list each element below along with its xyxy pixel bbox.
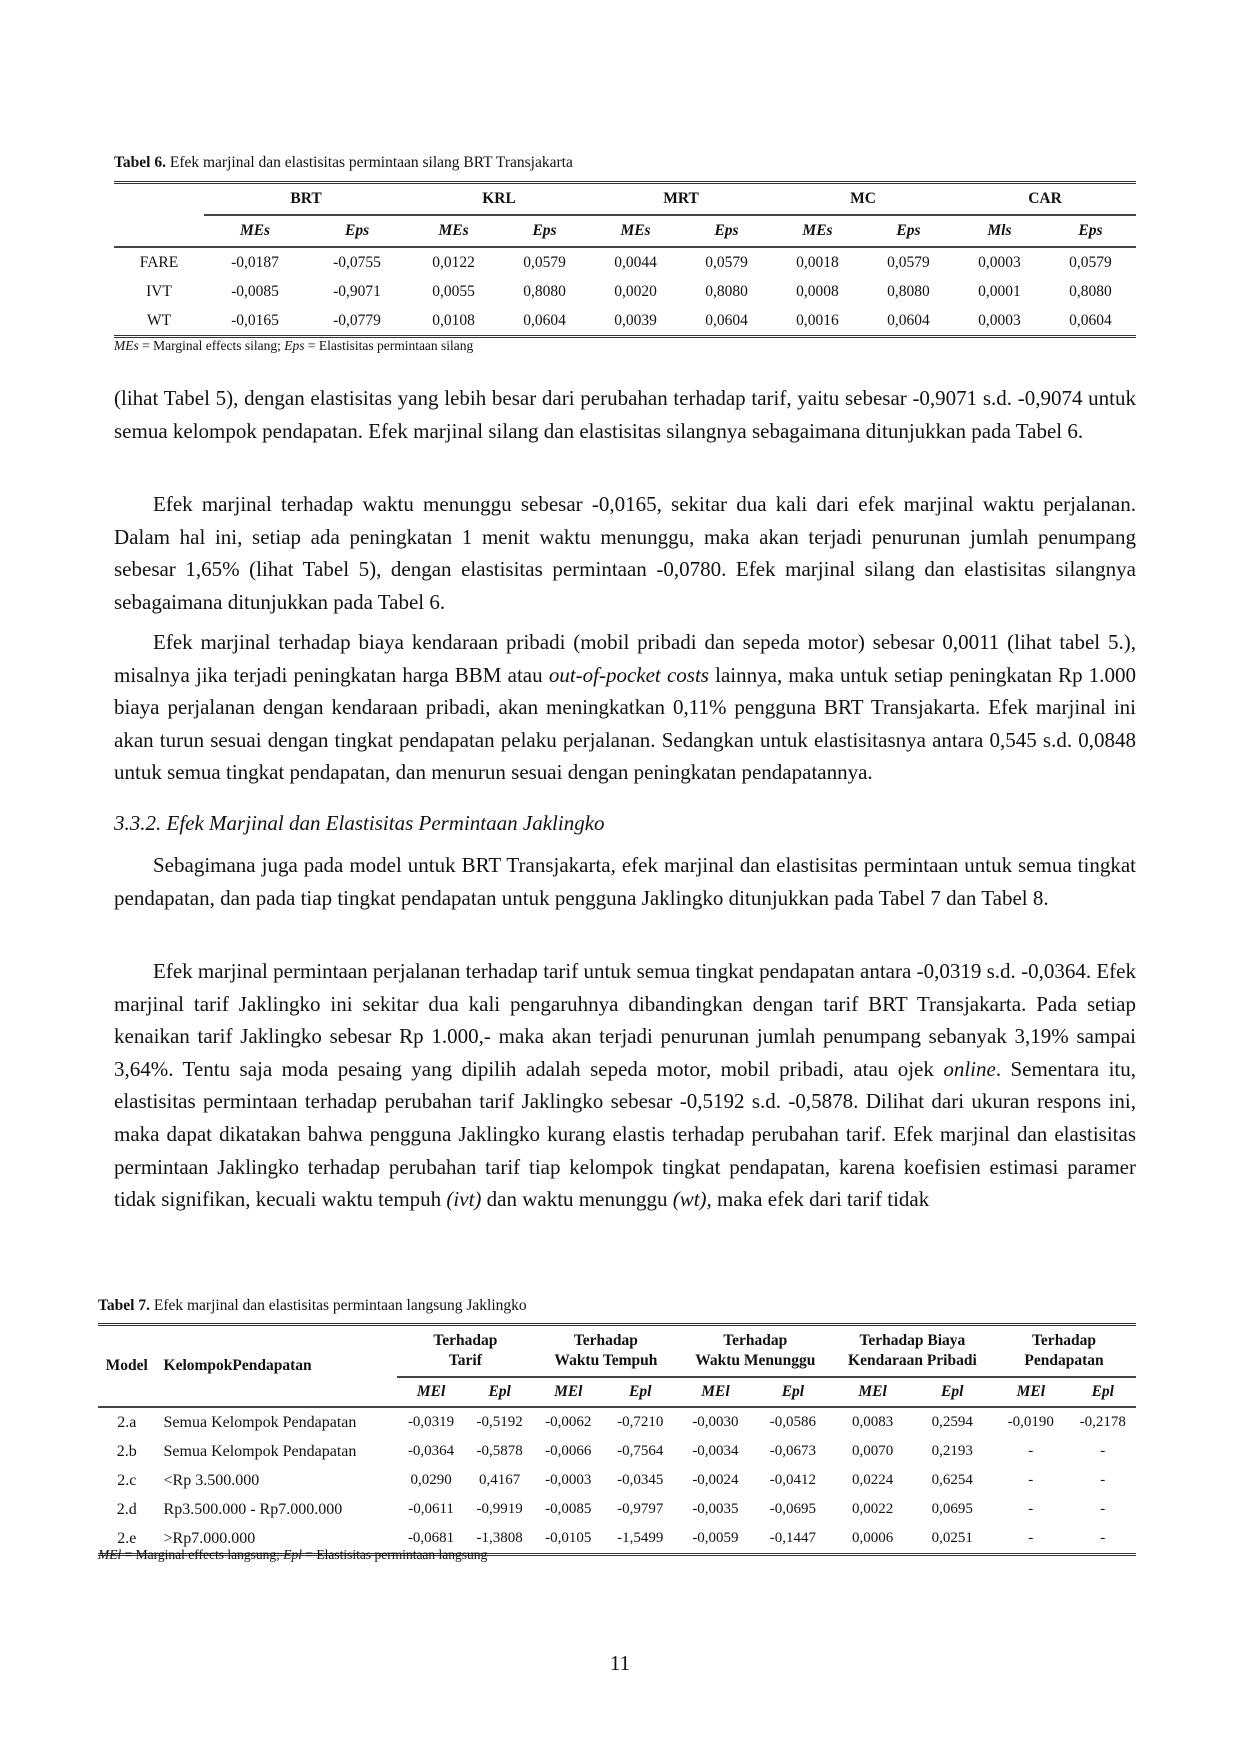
table6-cell: -0,0187 — [231, 253, 279, 271]
table6-subheader: Eps — [681, 215, 772, 247]
table7-cell: 0,0022 — [851, 1501, 894, 1517]
table7-cell: -0,0190 — [1007, 1414, 1054, 1430]
table7-cell: -0,0085 — [545, 1501, 592, 1517]
table6-cell: 0,0579 — [1069, 253, 1112, 271]
table7-model: 2.d — [116, 1500, 137, 1518]
table6-cell: 0,0008 — [796, 282, 839, 300]
table7-group-header-line: Tarif — [448, 1352, 482, 1369]
table6-subheader: MEs — [590, 215, 681, 247]
table7 — [98, 1323, 1136, 1556]
table6-cell: 0,0003 — [954, 306, 1045, 337]
table6-cell: 0,0604 — [499, 306, 590, 337]
table7-cell: - — [992, 1524, 1069, 1555]
table6-note-term: MEs — [114, 338, 139, 353]
table7-subheader: MEl — [833, 1377, 913, 1407]
table7-group-header-line: Waktu Tempuh — [554, 1352, 658, 1369]
table6-subheader: Eps — [306, 215, 408, 247]
table7-header-group: KelompokPendapatan — [156, 1325, 397, 1408]
table7-group-header-line: Terhadap — [1032, 1332, 1097, 1349]
table7-note-text: = Marginal effects langsung; — [121, 1547, 284, 1562]
table7-group-header-row — [98, 1325, 1136, 1378]
table6-cell: -0,0165 — [204, 306, 306, 337]
table6-cell: 0,0604 — [1045, 306, 1136, 337]
table7-cell: -0,7210 — [617, 1414, 664, 1430]
table6-cell: 0,0122 — [432, 253, 475, 271]
table6-cell: 0,0001 — [978, 282, 1021, 300]
table7-cell: 0,0006 — [833, 1524, 913, 1555]
table6-caption-label: Tabel 6. — [114, 154, 166, 171]
table7-subheader: Epl — [603, 1377, 678, 1407]
table6-corner-cell — [114, 215, 204, 247]
table7-subheader: MEl — [397, 1377, 466, 1407]
table7-cell: -1,3808 — [465, 1524, 534, 1555]
table7-note-term: MEl — [98, 1547, 122, 1562]
table6 — [114, 181, 1136, 338]
table7-cell: -0,0062 — [545, 1414, 592, 1430]
table7-cell: 0,2594 — [931, 1414, 973, 1430]
table7-caption-text: Efek marjinal dan elastisitas permintaan langsung Jaklingko — [149, 1297, 527, 1314]
table7-cell: 0,6254 — [931, 1472, 973, 1488]
table6-subheader: Eps — [1045, 215, 1136, 247]
table7-cell: - — [1028, 1501, 1034, 1517]
paragraph-text: Efek marjinal terhadap biaya kendaraan pribadi (mobil pribadi dan sepeda motor) sebesar 0,0011 (lihat tabel 5.), misalnya jika terjadi peningkatan harga BBM atau — [114, 630, 1136, 687]
table6-cell: 0,0579 — [887, 253, 930, 271]
table6-row — [114, 247, 1136, 277]
table6-cell: 0,0039 — [590, 306, 681, 337]
table7-income-group: Semua Kelompok Pendapatan — [163, 1413, 357, 1431]
table7-cell: -0,9919 — [476, 1501, 523, 1517]
table7-model: 2.a — [117, 1413, 137, 1431]
table7-cell: 0,4167 — [479, 1472, 521, 1488]
table7-subheader: Epl — [1070, 1377, 1136, 1407]
table7-subheader: MEl — [534, 1377, 603, 1407]
table7-cell: - — [1028, 1443, 1034, 1459]
paragraph — [114, 955, 1136, 1216]
table7-cell: 0,0070 — [851, 1443, 894, 1459]
table6-row-label: FARE — [139, 253, 179, 271]
table6-cell: 0,0018 — [796, 253, 839, 271]
table7-group-header-line: Terhadap — [573, 1332, 638, 1349]
table7-cell: -0,5192 — [476, 1414, 523, 1430]
table7-model: 2.c — [117, 1471, 137, 1489]
table7-cell: -0,2178 — [1079, 1414, 1126, 1430]
table7-cell: - — [1100, 1472, 1106, 1488]
table7-group-header — [534, 1325, 678, 1378]
table7-cell: 0,0251 — [912, 1524, 992, 1555]
section-heading: 3.3.2. Efek Marjinal dan Elastisitas Permintaan Jaklingko — [114, 811, 605, 835]
table7-subheader: Epl — [753, 1377, 833, 1407]
table7-cell: - — [1100, 1443, 1106, 1459]
table6-note — [114, 338, 473, 354]
table7-cell: -0,0412 — [769, 1472, 817, 1488]
table7-subheader: Epl — [465, 1377, 534, 1407]
table7-note-term: Epl — [283, 1547, 302, 1562]
table6-cell: 0,0604 — [681, 306, 772, 337]
paragraph-text: Efek marjinal permintaan perjalanan terhadap tarif untuk semua tingkat pendapatan antara -0,0319 s.d. -0,0364. Efek marjinal tarif Jaklingko ini sekitar dua kali pengaruhnya dibandingkan dengan tarif BRT Transjakarta. Pada setiap kenaikan tarif Jaklingko sebesar Rp 1.000,- maka akan terjadi penurunan jumlah penumpang sebanyak 3,19% sampai 3,64%. Tentu saja moda pesaing yang dipilih adalah sepeda motor, mobil pribadi, atau ojek — [114, 959, 1136, 1081]
table6-row-label: WT — [114, 306, 204, 337]
table6-cell: 0,0055 — [432, 282, 475, 300]
table6-cell: 0,8080 — [705, 282, 748, 300]
table7-cell: 0,0083 — [851, 1414, 894, 1430]
table6-cell: 0,0003 — [978, 253, 1021, 271]
table6-note-text: = Elastisitas permintaan silang — [304, 338, 474, 353]
table7-cell: -0,0681 — [397, 1524, 466, 1555]
table6-group-header: MC — [772, 183, 954, 216]
table7-income-group: <Rp 3.500.000 — [163, 1471, 260, 1489]
table7-header-model: Model — [98, 1325, 156, 1408]
table6-cell: 0,0579 — [523, 253, 566, 271]
table6-cell: 0,8080 — [523, 282, 566, 300]
table7-group-header-line: Pendapatan — [1024, 1352, 1104, 1369]
table7-group-header-line: Terhadap — [433, 1332, 498, 1349]
table6-cell: 0,0108 — [408, 306, 499, 337]
table7-cell: 0,0290 — [410, 1472, 452, 1488]
table6-subheader-row — [114, 215, 1136, 247]
table6-note-text: = Marginal effects silang; — [138, 338, 285, 353]
table7-cell: -0,0035 — [692, 1501, 739, 1517]
table7-cell: - — [1100, 1501, 1106, 1517]
paragraph: Efek marjinal terhadap waktu menunggu sebesar -0,0165, sekitar dua kali dari efek marjinal waktu perjalanan. Dalam hal ini, setiap ada peningkatan 1 menit waktu menunggu, maka akan terjadi penurunan jumlah penumpang sebesar 1,65% (lihat Tabel 5), dengan elastisitas permintaan -0,0780. Efek marjinal silang dan elastisitas silangnya sebagaimana ditunjukkan pada Tabel 6. — [114, 492, 1136, 614]
table7-group-header — [397, 1325, 534, 1378]
table7-model: 2.b — [116, 1442, 137, 1460]
table7-cell: -0,0611 — [408, 1501, 454, 1517]
table7-cell: -0,0024 — [692, 1472, 739, 1488]
table7-group-header-line: Terhadap Biaya — [859, 1332, 966, 1349]
table7-cell: -0,5878 — [476, 1443, 523, 1459]
table6-cell: -0,0085 — [231, 282, 279, 300]
paragraph-emphasis: (ivt) — [446, 1187, 482, 1212]
table7-group-header-line: Kendaraan Pribadi — [848, 1352, 977, 1369]
table6-group-header: KRL — [408, 183, 590, 216]
table7-cell: -0,0066 — [545, 1443, 592, 1459]
table7-row — [98, 1407, 1136, 1437]
table7-group-header-line: Terhadap — [723, 1332, 788, 1349]
table7-cell: 0,0224 — [851, 1472, 894, 1488]
table7-cell: -0,0003 — [545, 1472, 592, 1488]
table7-cell: -0,0030 — [692, 1414, 739, 1430]
table6-subheader: Eps — [499, 215, 590, 247]
table6-group-header-row — [114, 183, 1136, 216]
paragraph-emphasis: out-of-pocket costs — [548, 662, 709, 687]
table7-caption-label: Tabel 7. — [98, 1297, 150, 1314]
table6-subheader: MEs — [204, 215, 306, 247]
paragraph: (lihat Tabel 5), dengan elastisitas yang lebih besar dari perubahan terhadap tarif, yaitu sebesar -0,9071 s.d. -0,9074 untuk semua kelompok pendapatan. Efek marjinal silang dan elastisitas silangnya sebagaimana ditunjukkan pada Tabel 6. — [114, 386, 1136, 443]
table6-subheader: Eps — [863, 215, 954, 247]
paragraph-text: . Sementara itu, elastisitas permintaan terhadap perubahan tarif Jaklingko sebesar -0,5192 s.d. -0,5878. Dilihat dari ukuran respons ini, maka dapat dikatakan bahwa pengguna Jaklingko kurang elastis terhadap perubahan tarif. Efek marjinal dan elastisitas permintaan Jaklingko terhadap perubahan tarif tiap kelompok tingkat pendapatan, karena koefisien estimasi paramer tidak signifikan, kecuali waktu tempuh — [114, 1056, 1136, 1212]
table7-note — [98, 1547, 487, 1563]
table6-cell: 0,0020 — [614, 282, 657, 300]
table7-cell: -0,0364 — [407, 1443, 455, 1459]
table6-group-header: BRT — [204, 183, 408, 216]
table7-cell: -0,0105 — [534, 1524, 603, 1555]
table7-cell: -1,5499 — [603, 1524, 678, 1555]
table7-caption — [98, 1297, 527, 1315]
table7-row — [98, 1466, 1136, 1495]
table6-note-term: Eps — [284, 338, 305, 353]
table7-cell: -0,0586 — [769, 1414, 817, 1430]
paragraph-text: lainnya, maka untuk setiap peningkatan Rp 1.000 biaya perjalanan dengan kendaraan pribadi, akan meningkatkan 0,11% pengguna BRT Transjakarta. Efek marjinal ini akan turun sesuai dengan tingkat pendapatan pelaku perjalanan. Sedangkan untuk elastisitasnya antara 0,545 s.d. 0,0848 untuk semua tingkat pendapatan, dan menurun sesuai dengan peningkatan pendapatannya. — [114, 662, 1137, 785]
table6-row-label: IVT — [146, 282, 172, 300]
table7-cell: -0,1447 — [753, 1524, 833, 1555]
table7-cell: -0,0695 — [769, 1501, 817, 1517]
table7-income-group: Rp3.500.000 - Rp7.000.000 — [163, 1500, 343, 1518]
paragraph: Sebagimana juga pada model untuk BRT Transjakarta, efek marjinal dan elastisitas permintaan untuk semua tingkat pendapatan, dan pada tiap tingkat pendapatan untuk pengguna Jaklingko ditunjukkan pada Tabel 7 dan Tabel 8. — [114, 853, 1136, 910]
table7-cell: - — [1070, 1524, 1136, 1555]
table7-cell: -0,9797 — [617, 1501, 664, 1517]
table6-cell: -0,9071 — [333, 282, 381, 300]
table7-subheader: Epl — [912, 1377, 992, 1407]
table7-cell: -0,0034 — [692, 1443, 739, 1459]
paragraph-text: dan waktu menunggu — [481, 1187, 673, 1212]
table6-cell: -0,0755 — [333, 253, 381, 271]
table7-cell: - — [1028, 1472, 1034, 1488]
table6-cell: 0,8080 — [1069, 282, 1112, 300]
table7-cell: -0,7564 — [617, 1443, 664, 1459]
table6-group-header: MRT — [590, 183, 772, 216]
table7-group-header-line: Waktu Menunggu — [695, 1352, 816, 1369]
table6-row — [114, 306, 1136, 337]
table6-caption-text: Efek marjinal dan elastisitas permintaan silang BRT Transjakarta — [165, 154, 573, 171]
paragraph-emphasis: (wt), — [672, 1187, 712, 1212]
table6-subheader: MEs — [408, 215, 499, 247]
table6-cell: 0,0044 — [614, 253, 657, 271]
table7-income-group: >Rp7.000.000 — [156, 1524, 397, 1555]
table7-cell: 0,2193 — [931, 1443, 973, 1459]
paragraph — [114, 626, 1136, 789]
table6-cell: -0,0779 — [306, 306, 408, 337]
table7-cell: -0,0059 — [678, 1524, 753, 1555]
table7-group-header — [992, 1325, 1136, 1378]
table6-row — [114, 277, 1136, 306]
table7-row — [98, 1437, 1136, 1466]
table6-group-header: CAR — [954, 183, 1136, 216]
table7-note-text: = Elastisitas permintaan langsung — [301, 1547, 488, 1562]
page-number: 11 — [609, 1651, 631, 1675]
table7-row — [98, 1495, 1136, 1524]
table6-cell: 0,8080 — [887, 282, 930, 300]
table7-subheader: MEl — [678, 1377, 753, 1407]
paragraph-emphasis: online — [943, 1056, 996, 1081]
table6-cell: 0,0016 — [772, 306, 863, 337]
table6-corner-cell — [114, 183, 204, 216]
table7-group-header — [678, 1325, 833, 1378]
table6-subheader: Mls — [954, 215, 1045, 247]
table7-subheader: MEl — [992, 1377, 1069, 1407]
paragraph-text: maka efek dari tarif tidak — [711, 1187, 930, 1212]
table7-cell: -0,0319 — [407, 1414, 455, 1430]
table6-cell: 0,0579 — [705, 253, 748, 271]
table7-income-group: Semua Kelompok Pendapatan — [163, 1442, 357, 1460]
table6-cell: 0,0604 — [863, 306, 954, 337]
table7-model: 2.e — [98, 1524, 156, 1555]
table6-caption — [114, 154, 573, 172]
table7-cell: -0,0673 — [769, 1443, 817, 1459]
table6-subheader: MEs — [772, 215, 863, 247]
table7-cell: -0,0345 — [617, 1472, 664, 1488]
table7-group-header — [833, 1325, 992, 1378]
table7-cell: 0,0695 — [931, 1501, 973, 1517]
